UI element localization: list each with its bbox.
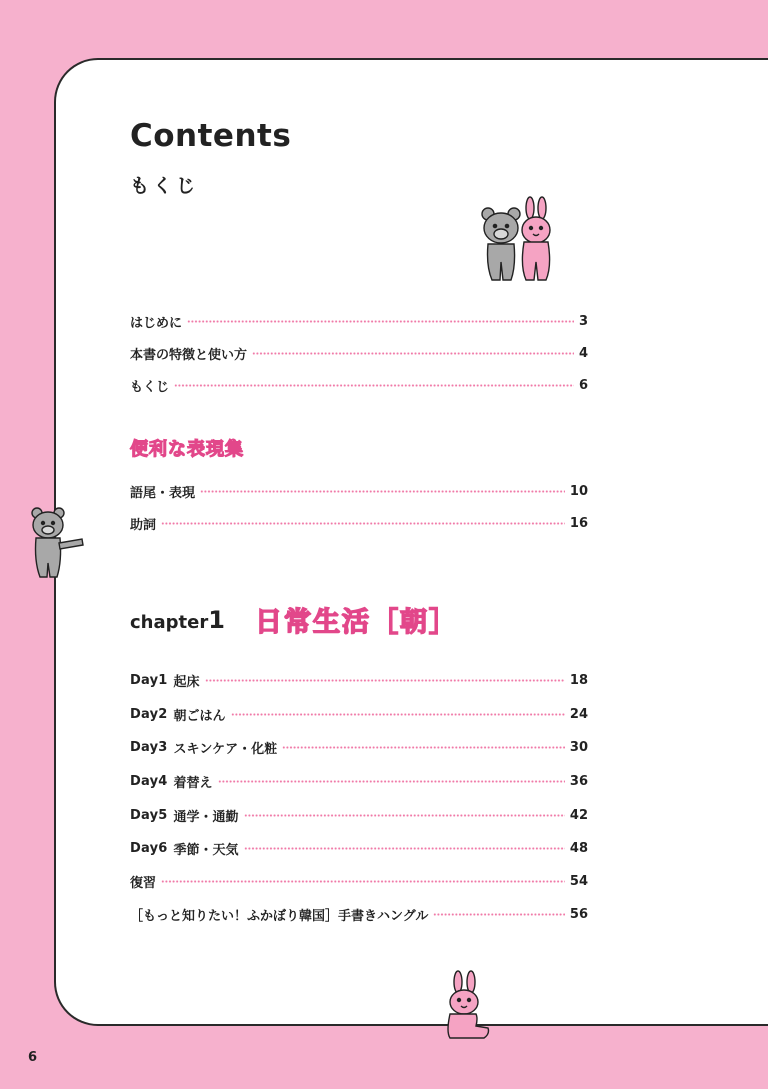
- day-label: Day1: [130, 672, 168, 688]
- dot-leader: [161, 522, 565, 525]
- page-number: 54: [569, 873, 588, 889]
- dot-leader: [218, 780, 565, 783]
- dot-leader: [200, 490, 565, 493]
- bear-icon: [482, 208, 520, 280]
- dot-leader: [231, 713, 565, 716]
- toc-entry[interactable]: ［もっと知りたい！ふかぼり韓国］手書きハングル 56: [130, 906, 588, 924]
- toc-entry[interactable]: 復習 54: [130, 873, 588, 891]
- page-number: 10: [569, 483, 588, 499]
- page-number: 4: [578, 345, 588, 361]
- dot-leader: [244, 814, 565, 817]
- dot-leader: [282, 746, 565, 749]
- toc-entry-day[interactable]: Day1 起床 18: [130, 672, 588, 690]
- day-label: Day2: [130, 706, 168, 722]
- dot-leader: [187, 320, 574, 323]
- day-label: Day3: [130, 739, 168, 755]
- day-label: Day5: [130, 807, 168, 823]
- toc-entry-day[interactable]: Day2 朝ごはん 24: [130, 706, 588, 724]
- toc-entry[interactable]: 本書の特徴と使い方 4: [130, 345, 588, 363]
- folio-page-number: 6: [28, 1050, 38, 1065]
- chapter-number: 1: [208, 606, 225, 634]
- toc-entry[interactable]: 語尾・表現 10: [130, 483, 588, 501]
- dot-leader: [244, 847, 565, 850]
- rabbit-icon: [522, 197, 550, 280]
- page-number: 6: [578, 377, 588, 393]
- page-number: 3: [578, 313, 588, 329]
- page-number: 24: [569, 706, 588, 722]
- day-label: Day4: [130, 773, 168, 789]
- day-label: Day6: [130, 840, 168, 856]
- dot-leader: [252, 352, 574, 355]
- chapter-title: 日常生活［朝］: [255, 607, 458, 638]
- toc-entry[interactable]: 助詞 16: [130, 515, 588, 533]
- dot-leader: [161, 880, 565, 883]
- toc-entry-day[interactable]: Day3 スキンケア・化粧 30: [130, 739, 588, 757]
- dot-leader: [433, 913, 565, 916]
- bear-and-rabbit-illustration: [476, 196, 568, 284]
- page-number: 56: [569, 906, 588, 922]
- rabbit-icon: [448, 971, 489, 1038]
- page-number: 36: [569, 773, 588, 789]
- page-number: 30: [569, 739, 588, 755]
- toc-entry-day[interactable]: Day4 着替え 36: [130, 773, 588, 791]
- chapter-label: chapter1: [130, 606, 225, 634]
- section-heading: 便利な表現集: [130, 439, 244, 460]
- page-number: 42: [569, 807, 588, 823]
- page-number: 16: [569, 515, 588, 531]
- dot-leader: [205, 679, 565, 682]
- page-number: 48: [569, 840, 588, 856]
- page-subtitle: もくじ: [130, 175, 200, 197]
- page-title: Contents: [130, 118, 292, 154]
- toc-entry-day[interactable]: Day5 通学・通勤 42: [130, 807, 588, 825]
- toc-entry-day[interactable]: Day6 季節・天気 48: [130, 840, 588, 858]
- sitting-rabbit-illustration: [440, 970, 496, 1042]
- page-number: 18: [569, 672, 588, 688]
- dot-leader: [174, 384, 574, 387]
- toc-entry[interactable]: もくじ 6: [130, 377, 588, 395]
- pointing-bear-illustration: [26, 505, 88, 579]
- bear-icon: [32, 508, 83, 577]
- toc-entry[interactable]: はじめに 3: [130, 313, 588, 331]
